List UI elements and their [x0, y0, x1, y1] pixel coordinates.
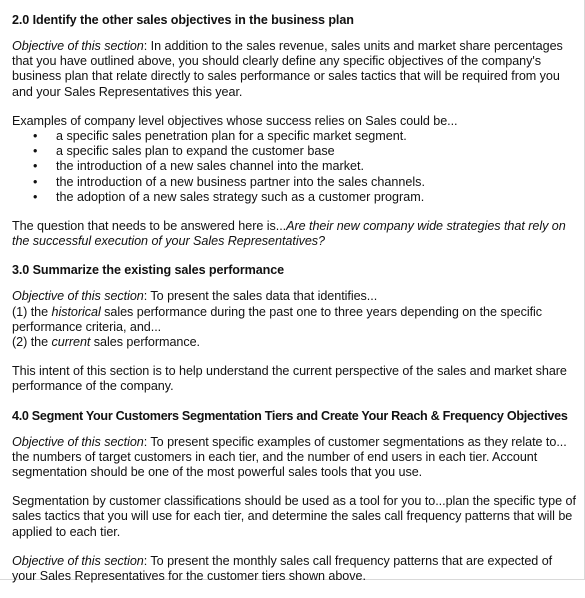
item-prefix: (2) the [12, 335, 52, 350]
bullet-icon: • [33, 129, 38, 144]
objective-text: : To present the monthly sales call frequency patterns that are expected of your Sales Representatives for the customer tiers shown above. [12, 553, 553, 584]
list-item-text: a specific sales plan to expand the customer base [56, 144, 335, 159]
objective-label: Objective of this section [12, 39, 144, 53]
question-text: Are their new company wide strategies that rely on the successful execution of your Sales Representatives? [12, 219, 566, 249]
item-emphasis: current [51, 335, 91, 350]
item-emphasis: historical [51, 304, 101, 319]
examples-list [12, 129, 577, 205]
objective-label: Objective of this section [12, 553, 144, 568]
section-2-examples-intro: Examples of company level objectives whose success relies on Sales could be... [12, 113, 458, 128]
list-item-text: the adoption of a new sales strategy such as a customer program. [56, 189, 425, 204]
question-lead: The question that needs to be answered here is... [12, 219, 287, 234]
item-suffix: sales performance during the past one to three years depending on the specific performance criteria, and... [12, 304, 543, 334]
section-4-heading: 4.0 Segment Your Customers Segmentation Tiers and Create Your Reach & Frequency Objectives [12, 408, 568, 423]
section-3-item-1 [12, 305, 577, 335]
section-3-objective [12, 289, 577, 304]
section-3-item-2 [12, 335, 577, 350]
list-item-text: the introduction of a new sales channel into the market. [56, 159, 365, 174]
list-item [12, 159, 577, 174]
section-3-heading: 3.0 Summarize the existing sales performance [12, 263, 285, 278]
objective-label: Objective of this section [12, 289, 144, 304]
objective-text: : In addition to the sales revenue, sales units and market share percentages that you have outlined above, you should clearly define any specific objectives of the company's business plan that relate directly to sales performance or sales tactics that will be required from you and your Sales Representatives this year. [12, 39, 563, 99]
objective-text: : To present specific examples of customer segmentations as they relate to... the numbers of target customers in each tier, and the number of end users in each tier. Account segmentation should be one of the most powerful sales tools that you use. [12, 434, 567, 480]
objective-text: : To present the sales data that identifies... [143, 289, 378, 304]
section-2-objective [12, 39, 577, 100]
list-item [12, 190, 577, 205]
list-item [12, 144, 577, 159]
document-body [12, 13, 577, 598]
list-item [12, 175, 577, 190]
list-item [12, 129, 577, 144]
item-suffix: sales performance. [90, 335, 201, 350]
list-item-text: the introduction of a new business partner into the sales channels. [56, 174, 425, 189]
section-4-segmentation: Segmentation by customer classifications should be used as a tool for you to...plan the specific type of sales tactics that you will use for each tier, and determine the sales call frequency patterns that will be applied to each tier. [12, 494, 576, 539]
bullet-icon: • [33, 189, 38, 204]
bullet-icon: • [33, 144, 38, 159]
bullet-icon: • [33, 159, 38, 174]
section-2-question [12, 219, 577, 249]
section-2-heading: 2.0 Identify the other sales objectives in the business plan [12, 13, 354, 27]
list-item-text: a specific sales penetration plan for a specific market segment. [56, 129, 407, 144]
section-3-intent: This intent of this section is to help understand the current perspective of the sales and market share performance of the company. [12, 364, 567, 394]
objective-label: Objective of this section [12, 434, 144, 449]
item-prefix: (1) the [12, 304, 52, 319]
section-4-objective-1 [12, 435, 577, 481]
bullet-icon: • [33, 174, 38, 189]
